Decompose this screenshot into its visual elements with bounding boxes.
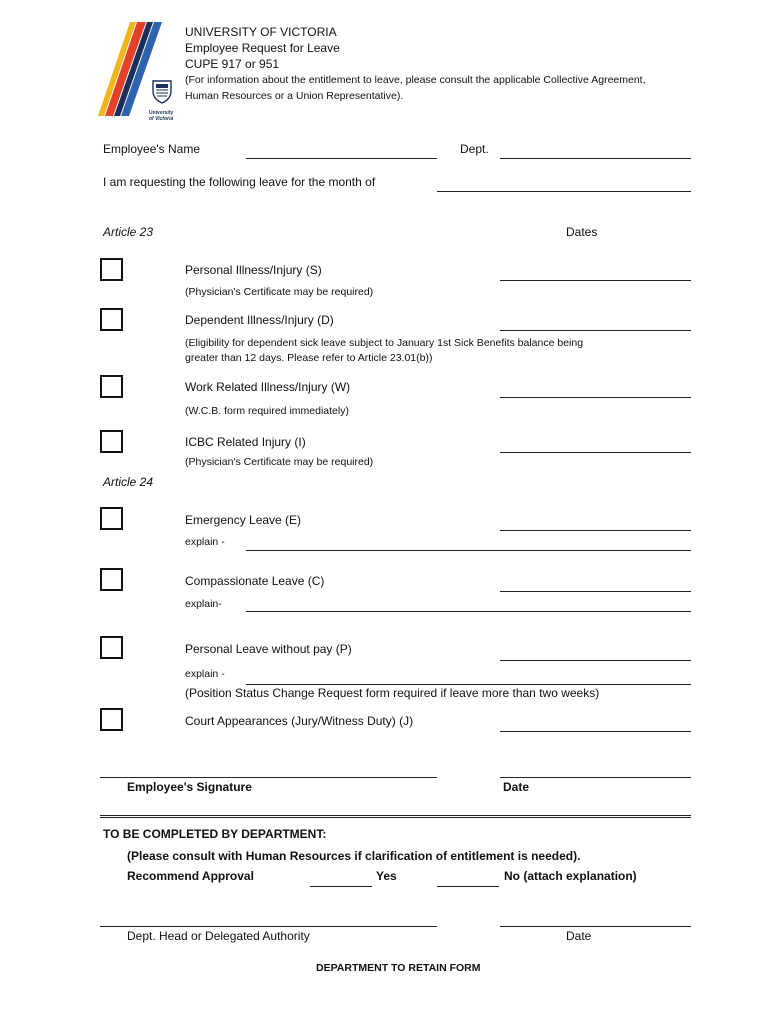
court-appearances-label: Court Appearances (Jury/Witness Duty) (J): [185, 714, 414, 728]
dept-label: Dept.: [460, 142, 489, 156]
dependent-illness-checkbox[interactable]: [100, 308, 123, 331]
entitlement-note: (For information about the entitlement to leave, please consult the applicable Collective Agreement,: [185, 74, 646, 86]
work-related-label: Work Related Illness/Injury (W): [185, 380, 351, 394]
form-title: Employee Request for Leave: [185, 41, 340, 55]
work-related-checkbox[interactable]: [100, 375, 123, 398]
employee-signature-field[interactable]: [100, 777, 437, 778]
compassionate-explain-label: explain-: [185, 598, 222, 610]
approval-yes-field[interactable]: [310, 886, 372, 887]
personal-illness-checkbox[interactable]: [100, 258, 123, 281]
icbc-injury-label: ICBC Related Injury (I): [185, 435, 306, 449]
article-23-heading: Article 23: [103, 225, 154, 239]
icbc-injury-dates-field[interactable]: [500, 452, 691, 453]
emergency-explain-field[interactable]: [246, 550, 691, 551]
dept-head-signature-field[interactable]: [100, 926, 437, 927]
university-title: UNIVERSITY OF VICTORIA: [185, 25, 337, 39]
article-24-heading: Article 24: [103, 475, 154, 489]
dept-head-date-label: Date: [566, 929, 592, 943]
dept-head-label: Dept. Head or Delegated Authority: [127, 929, 310, 943]
logo-text: University of Victoria: [149, 110, 174, 122]
approval-no-label: No (attach explanation): [504, 869, 637, 883]
form-subtitle: CUPE 917 or 951: [185, 57, 280, 71]
university-logo: [96, 20, 186, 130]
court-appearances-dates-field[interactable]: [500, 731, 691, 732]
recommend-approval-label: Recommend Approval: [127, 869, 254, 883]
signature-date-field[interactable]: [500, 777, 691, 778]
position-status-note: (Position Status Change Request form required if leave more than two weeks): [185, 686, 600, 700]
personal-illness-note: (Physician's Certificate may be required): [185, 286, 374, 298]
department-heading: TO BE COMPLETED BY DEPARTMENT:: [103, 827, 327, 841]
compassionate-explain-field[interactable]: [246, 611, 691, 612]
work-related-note: (W.C.B. form required immediately): [185, 405, 349, 417]
emergency-leave-checkbox[interactable]: [100, 507, 123, 530]
personal-leave-explain-label: explain -: [185, 668, 225, 680]
icbc-injury-checkbox[interactable]: [100, 430, 123, 453]
dependent-illness-note: (Eligibility for dependent sick leave subject to January 1st Sick Benefits balance being: [185, 337, 584, 349]
dept-head-date-field[interactable]: [500, 926, 691, 927]
personal-illness-label: Personal Illness/Injury (S): [185, 263, 322, 277]
work-related-dates-field[interactable]: [500, 397, 691, 398]
entitlement-note-continued: Human Resources or a Union Representative).: [185, 90, 404, 102]
dates-column-label: Dates: [566, 225, 598, 239]
month-field[interactable]: [437, 191, 691, 192]
dept-field[interactable]: [500, 158, 691, 159]
personal-illness-dates-field[interactable]: [500, 280, 691, 281]
personal-leave-label: Personal Leave without pay (P): [185, 642, 352, 656]
employee-name-field[interactable]: [246, 158, 437, 159]
compassionate-leave-label: Compassionate Leave (C): [185, 574, 325, 588]
compassionate-leave-checkbox[interactable]: [100, 568, 123, 591]
employee-name-label: Employee's Name: [103, 142, 200, 156]
requesting-label: I am requesting the following leave for the month of: [103, 175, 376, 189]
approval-no-field[interactable]: [437, 886, 499, 887]
approval-yes-label: Yes: [376, 869, 397, 883]
emergency-leave-dates-field[interactable]: [500, 530, 691, 531]
icbc-injury-note: (Physician's Certificate may be required): [185, 456, 374, 468]
employee-signature-label: Employee's Signature: [127, 780, 252, 794]
dependent-illness-note-continued: greater than 12 days. Please refer to Article 23.01(b)): [185, 352, 433, 364]
personal-leave-explain-field[interactable]: [246, 684, 691, 685]
signature-date-label: Date: [503, 780, 530, 794]
compassionate-leave-dates-field[interactable]: [500, 591, 691, 592]
section-divider: [100, 815, 691, 818]
retain-form-note: DEPARTMENT TO RETAIN FORM: [316, 962, 481, 974]
dependent-illness-dates-field[interactable]: [500, 330, 691, 331]
consult-hr-note: (Please consult with Human Resources if clarification of entitlement is needed).: [127, 849, 581, 863]
court-appearances-checkbox[interactable]: [100, 708, 123, 731]
emergency-explain-label: explain -: [185, 536, 225, 548]
personal-leave-dates-field[interactable]: [500, 660, 691, 661]
emergency-leave-label: Emergency Leave (E): [185, 513, 302, 527]
personal-leave-checkbox[interactable]: [100, 636, 123, 659]
dependent-illness-label: Dependent Illness/Injury (D): [185, 313, 334, 327]
